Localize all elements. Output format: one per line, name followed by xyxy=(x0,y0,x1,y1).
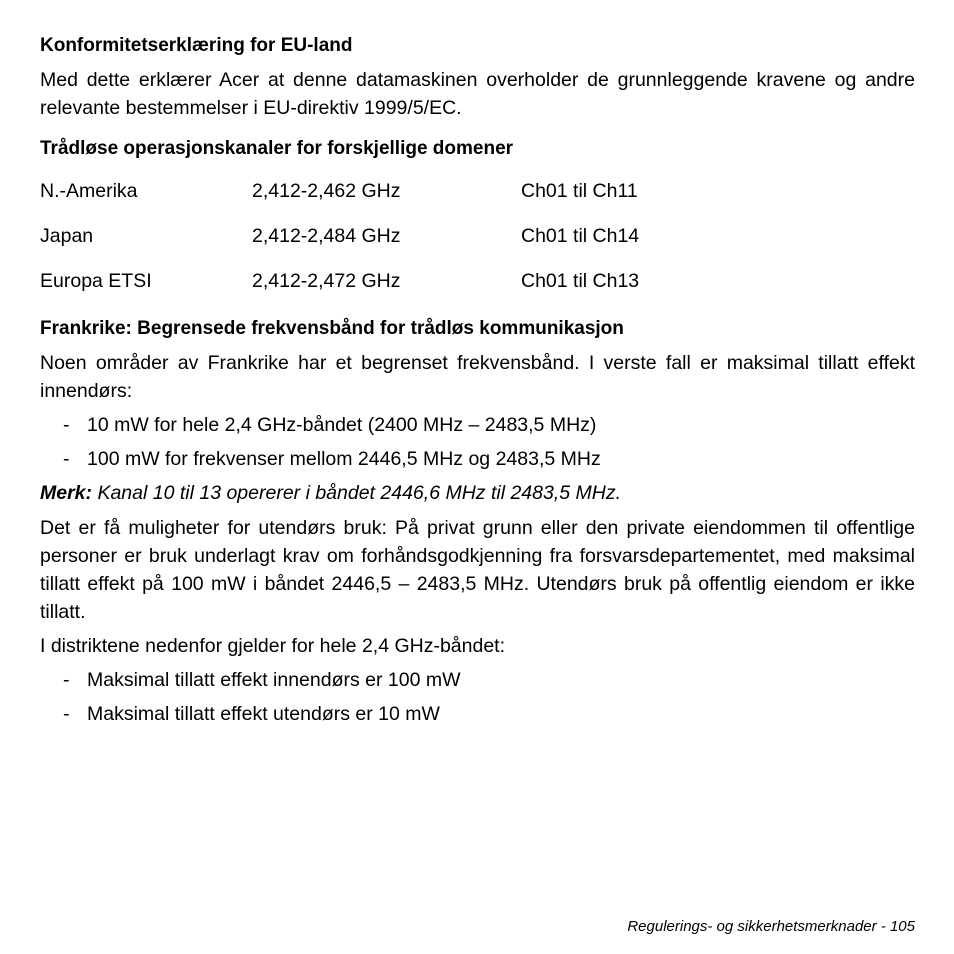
bullet-dash: - xyxy=(63,414,70,436)
list-item xyxy=(40,445,915,479)
note xyxy=(40,479,915,507)
table-row xyxy=(40,177,915,222)
heading-eu-conformity: Konformitetserklæring for EU-land xyxy=(40,35,353,56)
france-bullet-list xyxy=(40,411,915,479)
list-item xyxy=(40,666,915,700)
band-cell: 2,412-2,472 GHz xyxy=(252,270,401,292)
band-cell: 2,412-2,462 GHz xyxy=(252,180,401,202)
table-row xyxy=(40,222,915,267)
list-item xyxy=(40,411,915,445)
document-page xyxy=(40,34,915,734)
list-item-text: 100 mW for frekvenser mellom 2446,5 MHz og 2483,5 MHz xyxy=(87,448,601,470)
region-cell: Japan xyxy=(40,225,94,247)
channels-cell: Ch01 til Ch13 xyxy=(521,270,640,292)
heading-france-restrictions: Frankrike: Begrensede frekvensbånd for trådløs kommunikasjon xyxy=(40,318,624,339)
district-bullet-list xyxy=(40,666,915,734)
note-label: Merk: xyxy=(40,482,93,504)
page-footer xyxy=(627,917,915,937)
list-item-text: Maksimal tillatt effekt innendørs er 100 mW xyxy=(87,669,461,691)
bullet-dash: - xyxy=(63,669,70,691)
eu-conformity-text: Med dette erklærer Acer at denne datamaskinen overholder de grunnleggende kravene og andre relevante bestemmelser i EU-direktiv 1999/5/EC. xyxy=(40,69,915,119)
bullet-dash: - xyxy=(63,448,70,470)
region-cell: N.-Amerika xyxy=(40,180,138,202)
region-cell: Europa ETSI xyxy=(40,270,152,292)
list-item-text: Maksimal tillatt effekt utendørs er 10 mW xyxy=(87,703,440,725)
footer-text: Regulerings- og sikkerhetsmerknader - xyxy=(627,918,886,935)
bullet-dash: - xyxy=(63,703,70,725)
list-item-text: 10 mW for hele 2,4 GHz-båndet (2400 MHz – 2483,5 MHz) xyxy=(87,414,597,436)
heading-wireless-channels: Trådløse operasjonskanaler for forskjellige domener xyxy=(40,138,514,159)
list-item xyxy=(40,700,915,734)
france-intro-text: Noen områder av Frankrike har et begrenset frekvensbånd. I verste fall er maksimal tillatt effekt innendørs: xyxy=(40,352,915,402)
channels-cell: Ch01 til Ch14 xyxy=(521,225,640,247)
table-row xyxy=(40,267,915,312)
band-cell: 2,412-2,484 GHz xyxy=(252,225,401,247)
channel-table xyxy=(40,177,915,312)
channels-cell: Ch01 til Ch11 xyxy=(521,180,638,202)
note-text: Kanal 10 til 13 opererer i båndet 2446,6 MHz til 2483,5 MHz. xyxy=(97,482,622,504)
districts-text: I distriktene nedenfor gjelder for hele 2,4 GHz-båndet: xyxy=(40,635,506,657)
page-number: 105 xyxy=(889,918,915,935)
outdoor-use-text: Det er få muligheter for utendørs bruk: På privat grunn eller den private eiendommen til offentlige personer er bruk underlagt krav om forhåndsgodkjenning fra forsvarsdepartementet, med maksimal tillatt effekt på 100 mW i båndet 2446,5 – 2483,5 MHz. Utendørs bruk på offentlig eiendom er ikke tillatt. xyxy=(40,517,915,623)
